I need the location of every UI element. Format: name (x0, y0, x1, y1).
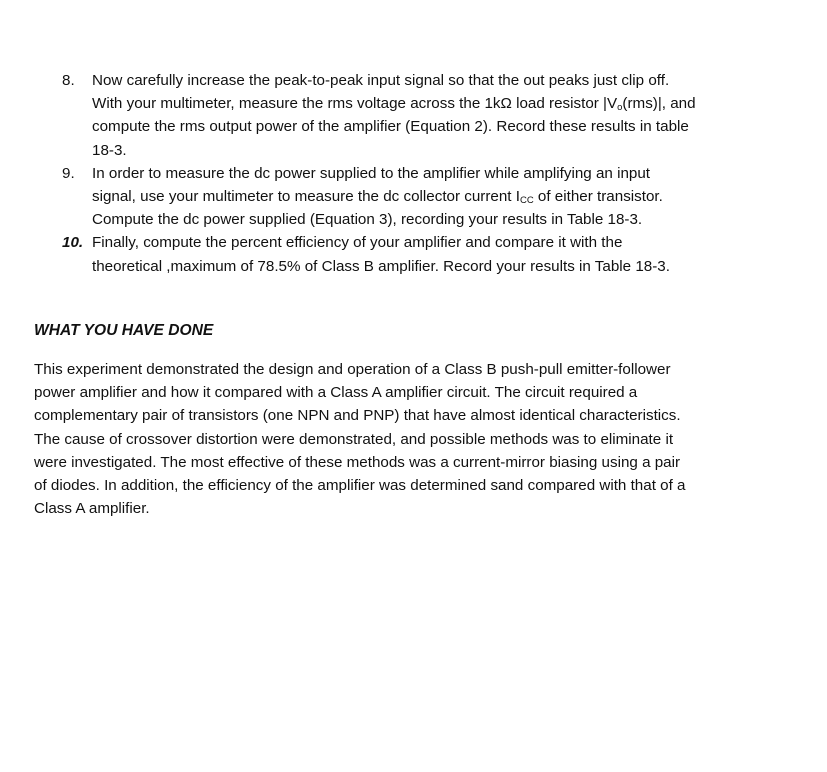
step-text: of either transistor. (533, 188, 663, 206)
step-line: Now carefully increase the peak-to-peak input signal so that the out peaks just clip off. (92, 72, 670, 89)
step-10 (62, 231, 802, 277)
section-body (34, 358, 794, 520)
subscript-cc: CC (519, 195, 534, 207)
body-line: This experiment demonstrated the design and operation of a Class B push-pull emitter-follower (34, 361, 671, 378)
step-line: Compute the dc power supplied (Equation 3), recording your results in Table 18-3. (92, 211, 643, 229)
body-line: The cause of crossover distortion were demonstrated, and possible methods was to eliminate it (34, 430, 674, 448)
body-line: complementary pair of transistors (one NPN and PNP) that have almost identical characteristics. (34, 407, 681, 425)
body-line: were investigated. The most effective of these methods was a current-mirror biasing using a pair (34, 453, 681, 471)
body-line: power amplifier and how it compared with a Class A amplifier circuit. The circuit required a (34, 384, 638, 402)
step-line: compute the rms output power of the amplifier (Equation 2). Record these results in table (92, 118, 689, 136)
step-number: 10. (62, 234, 84, 252)
step-number: 8. (62, 72, 75, 89)
step-9 (62, 162, 802, 232)
procedure-steps-list (62, 69, 802, 278)
step-line (92, 185, 802, 208)
step-line: In order to measure the dc power supplied to the amplifier while amplifying an input (92, 164, 651, 182)
step-line: Finally, compute the percent efficiency of your amplifier and compare it with the (92, 234, 623, 252)
section-title: WHAT YOU HAVE DONE (34, 322, 214, 339)
subscript-o: o (617, 102, 623, 114)
step-line: theoretical ,maximum of 78.5% of Class B amplifier. Record your results in Table 18-3. (92, 257, 670, 275)
step-text: (rms)|, and (622, 95, 696, 113)
body-line: of diodes. In addition, the efficiency of the amplifier was determined sand compared with that of a (34, 477, 686, 495)
step-number: 9. (62, 164, 75, 182)
step-line: 18-3. (92, 141, 127, 159)
step-text: signal, use your multimeter to measure the dc collector current I (92, 188, 520, 206)
body-line: Class A amplifier. (34, 500, 150, 518)
step-text: With your multimeter, measure the rms voltage across the 1kΩ load resistor |V (92, 95, 618, 113)
summary-section (34, 319, 794, 520)
step-line (92, 92, 802, 115)
step-8 (62, 69, 802, 162)
